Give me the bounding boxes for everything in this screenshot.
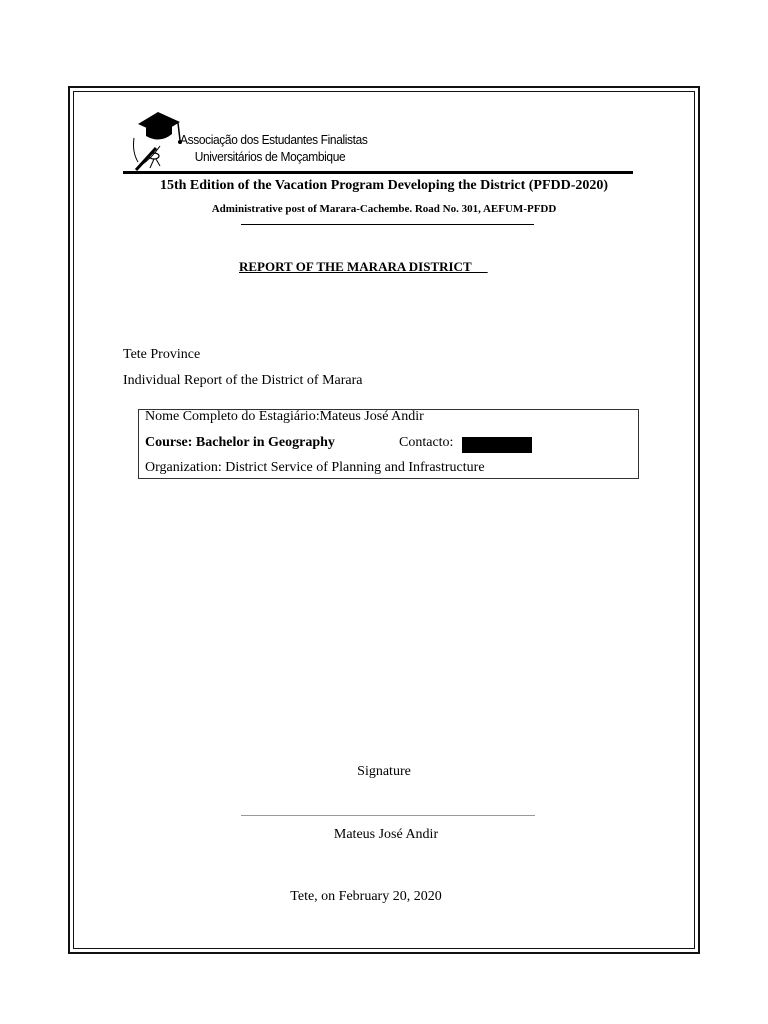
- province-text: Tete Province: [123, 347, 201, 362]
- course-line: Course: Bachelor in Geography: [145, 435, 335, 450]
- edition-heading: 15th Edition of the Vacation Program Developing the District (PFDD-2020): [159, 178, 609, 193]
- organization-name: [180, 131, 368, 165]
- org-name-line2: Universitários de Moçambique: [194, 149, 346, 164]
- header-rule: [123, 171, 633, 174]
- address-line: Administrative post of Marara-Cachembe. Road No. 301, AEFUM-PFDD: [211, 203, 557, 215]
- signer-name: Mateus José Andir: [333, 827, 439, 842]
- report-title: REPORT OF THE MARARA DISTRICT: [239, 259, 488, 274]
- contact-redaction-bar: [462, 437, 532, 453]
- contact-label: Contacto:: [399, 435, 454, 450]
- page-border-inner: [73, 91, 695, 949]
- address-rule: [241, 224, 534, 225]
- organization-line: Organization: District Service of Planning and Infrastructure: [145, 460, 485, 475]
- report-name-text: Individual Report of the District of Marara: [123, 373, 363, 388]
- student-name-line: Nome Completo do Estagiário:Mateus José Andir: [145, 409, 424, 424]
- place-date: Tete, on February 20, 2020: [290, 889, 442, 904]
- org-name-line1: Associação dos Estudantes Finalistas: [180, 132, 368, 147]
- signature-label: Signature: [357, 764, 411, 779]
- signature-rule: [241, 815, 535, 816]
